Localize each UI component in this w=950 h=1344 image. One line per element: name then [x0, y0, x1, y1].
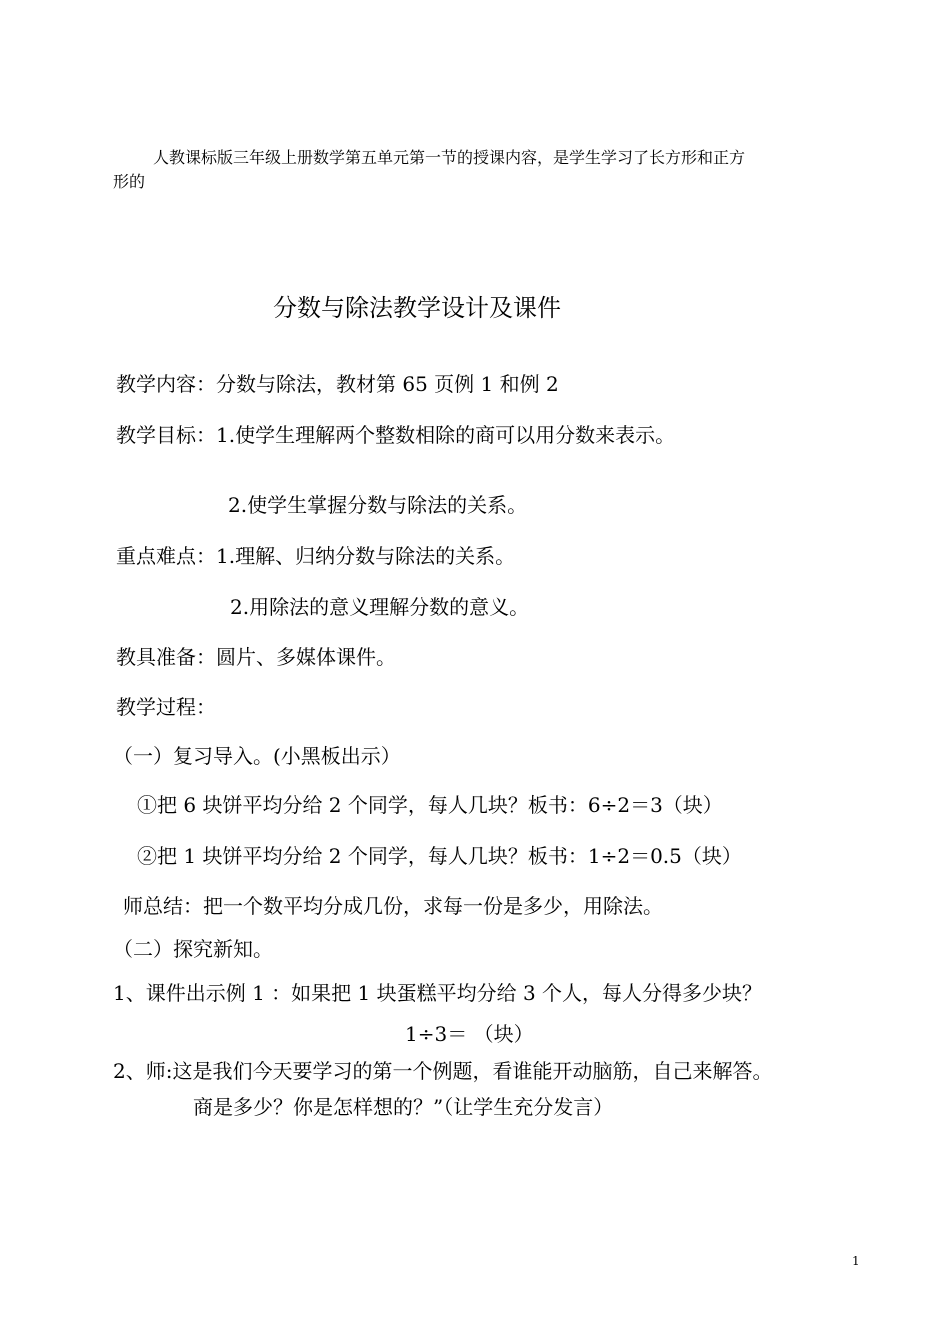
example-item-1: 1、课件出示例 1 ：如果把 1 块蛋糕平均分给 3 个人，每人分得多少块？: [113, 981, 763, 1005]
review-question-1: ①把 6 块饼平均分给 2 个同学，每人几块？板书：6÷2＝3（块）: [137, 793, 723, 817]
example-equation: 1÷3＝ （块）: [405, 1022, 534, 1046]
section-explore: （二）探究新知。: [113, 937, 273, 961]
teacher-summary: 师总结：把一个数平均分成几份，求每一份是多少，用除法。: [123, 894, 663, 918]
intro-line-1: 人教课标版三年级上册数学第五单元第一节的授课内容，是学生学习了长方形和正方: [153, 148, 746, 167]
teaching-goal-2: 2.使学生掌握分数与除法的关系。: [228, 493, 528, 517]
example-item-2-continued: 商是多少？你是怎样想的？”（让学生充分发言）: [193, 1095, 614, 1119]
teaching-goal-1: 教学目标：1.使学生理解两个整数相除的商可以用分数来表示。: [116, 423, 676, 447]
example-item-2: 2、师:这是我们今天要学习的第一个例题，看谁能开动脑筋，自己来解答。: [113, 1059, 773, 1083]
teaching-process: 教学过程：: [116, 695, 216, 719]
teaching-tools: 教具准备：圆片、多媒体课件。: [116, 645, 396, 669]
section-review-intro: （一）复习导入。(小黑板出示）: [113, 744, 401, 768]
key-point-2: 2.用除法的意义理解分数的意义。: [230, 595, 530, 619]
teaching-content: 教学内容：分数与除法，教材第 65 页例 1 和例 2: [116, 372, 559, 396]
intro-line-2: 形的: [113, 172, 146, 191]
key-point-1: 重点难点：1.理解、归纳分数与除法的关系。: [116, 544, 516, 568]
page-number: 1: [852, 1254, 860, 1268]
review-question-2: ②把 1 块饼平均分给 2 个同学，每人几块？板书：1÷2＝0.5（块）: [137, 844, 742, 868]
document-title: 分数与除法教学设计及课件: [273, 294, 561, 322]
